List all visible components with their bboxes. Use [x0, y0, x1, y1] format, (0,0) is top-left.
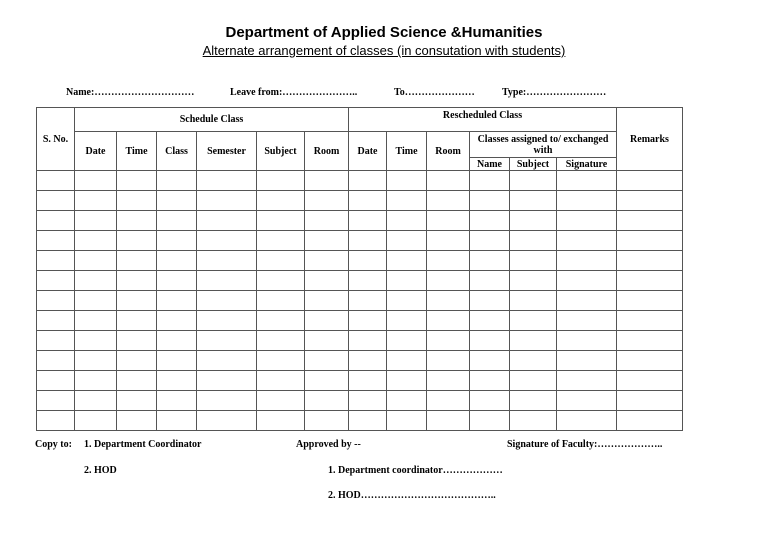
table-row — [37, 251, 683, 271]
table-row — [37, 331, 683, 351]
table-cell[interactable] — [157, 311, 197, 331]
table-cell[interactable] — [257, 191, 305, 211]
table-cell[interactable] — [349, 251, 387, 271]
schedule-subject-header: Subject — [257, 132, 305, 171]
rescheduled-date-header: Date — [349, 132, 387, 171]
table-cell[interactable] — [117, 211, 157, 231]
table-cell[interactable] — [157, 331, 197, 351]
table-cell[interactable] — [617, 191, 683, 211]
table-cell[interactable] — [557, 351, 617, 371]
table-cell[interactable] — [557, 411, 617, 431]
table-cell[interactable] — [37, 371, 75, 391]
table-cell[interactable] — [197, 371, 257, 391]
table-cell[interactable] — [305, 331, 349, 351]
table-cell[interactable] — [117, 231, 157, 251]
table-cell[interactable] — [117, 411, 157, 431]
table-cell[interactable] — [349, 371, 387, 391]
table-cell[interactable] — [305, 171, 349, 191]
table-cell[interactable] — [75, 311, 117, 331]
table-cell[interactable] — [37, 211, 75, 231]
rescheduled-class-header: Rescheduled Class — [349, 108, 617, 132]
table-cell[interactable] — [197, 351, 257, 371]
name-field[interactable]: Name:………………………… — [66, 87, 195, 98]
table-cell[interactable] — [197, 251, 257, 271]
table-cell[interactable] — [117, 391, 157, 411]
table-cell[interactable] — [617, 411, 683, 431]
approved-by-item-2[interactable]: 2. HOD………………………………….. — [328, 490, 496, 501]
table-cell[interactable] — [305, 271, 349, 291]
table-cell[interactable] — [349, 291, 387, 311]
table-cell[interactable] — [197, 331, 257, 351]
table-cell[interactable] — [387, 211, 427, 231]
rescheduled-time-header: Time — [387, 132, 427, 171]
table-cell[interactable] — [37, 351, 75, 371]
table-cell[interactable] — [305, 191, 349, 211]
table-cell[interactable] — [349, 331, 387, 351]
table-cell[interactable] — [470, 271, 510, 291]
table-cell[interactable] — [257, 231, 305, 251]
table-cell[interactable] — [157, 271, 197, 291]
table-cell[interactable] — [557, 331, 617, 351]
table-cell[interactable] — [349, 311, 387, 331]
table-cell[interactable] — [75, 211, 117, 231]
table-cell[interactable] — [197, 271, 257, 291]
table-cell[interactable] — [557, 291, 617, 311]
table-cell[interactable] — [305, 351, 349, 371]
table-cell[interactable] — [37, 291, 75, 311]
table-cell[interactable] — [157, 191, 197, 211]
table-row — [37, 351, 683, 371]
table-cell[interactable] — [349, 391, 387, 411]
table-cell[interactable] — [427, 211, 470, 231]
table-cell[interactable] — [75, 231, 117, 251]
type-field[interactable]: Type:…………………… — [502, 87, 607, 98]
table-cell[interactable] — [557, 391, 617, 411]
assigned-name-header: Name — [470, 158, 510, 171]
rescheduled-room-header: Room — [427, 132, 470, 171]
table-row — [37, 171, 683, 191]
table-cell[interactable] — [427, 331, 470, 351]
schedule-semester-header: Semester — [197, 132, 257, 171]
table-cell[interactable] — [75, 371, 117, 391]
schedule-date-header: Date — [75, 132, 117, 171]
table-row — [37, 211, 683, 231]
table-cell[interactable] — [197, 391, 257, 411]
leave-from-field[interactable]: Leave from:………………….. — [230, 87, 358, 98]
table-cell[interactable] — [510, 331, 557, 351]
table-cell[interactable] — [75, 391, 117, 411]
table-cell[interactable] — [37, 391, 75, 411]
table-cell[interactable] — [117, 171, 157, 191]
table-cell[interactable] — [387, 191, 427, 211]
table-cell[interactable] — [617, 211, 683, 231]
table-cell[interactable] — [349, 411, 387, 431]
table-cell[interactable] — [617, 251, 683, 271]
table-cell[interactable] — [37, 191, 75, 211]
table-cell[interactable] — [257, 171, 305, 191]
table-cell[interactable] — [557, 231, 617, 251]
table-cell[interactable] — [557, 371, 617, 391]
table-cell[interactable] — [427, 291, 470, 311]
assigned-signature-header: Signature — [557, 158, 617, 171]
table-cell[interactable] — [157, 211, 197, 231]
table-cell[interactable] — [349, 191, 387, 211]
table-row — [37, 391, 683, 411]
table-cell[interactable] — [305, 211, 349, 231]
table-cell[interactable] — [510, 391, 557, 411]
to-field[interactable]: To………………… — [394, 87, 475, 98]
table-cell[interactable] — [557, 171, 617, 191]
approved-by-label: Approved by -- — [296, 439, 361, 450]
table-cell[interactable] — [37, 231, 75, 251]
copy-to-label: Copy to: — [35, 439, 72, 450]
table-cell[interactable] — [257, 331, 305, 351]
schedule-class-header: Schedule Class — [75, 108, 349, 132]
page-title: Department of Applied Science &Humanities — [225, 24, 543, 41]
table-cell[interactable] — [75, 331, 117, 351]
table-cell[interactable] — [617, 351, 683, 371]
table-cell[interactable] — [510, 171, 557, 191]
schedule-time-header: Time — [117, 132, 157, 171]
table-cell[interactable] — [387, 351, 427, 371]
table-cell[interactable] — [197, 171, 257, 191]
assigned-subject-header: Subject — [510, 158, 557, 171]
table-cell[interactable] — [470, 171, 510, 191]
table-cell[interactable] — [197, 411, 257, 431]
table-cell[interactable] — [117, 291, 157, 311]
table-cell[interactable] — [197, 311, 257, 331]
approved-by-item-1[interactable]: 1. Department coordinator……………… — [328, 465, 503, 476]
table-cell[interactable] — [75, 191, 117, 211]
table-cell[interactable] — [427, 271, 470, 291]
table-cell[interactable] — [510, 291, 557, 311]
table-cell[interactable] — [257, 291, 305, 311]
table-cell[interactable] — [470, 251, 510, 271]
table-cell[interactable] — [37, 271, 75, 291]
table-cell[interactable] — [305, 251, 349, 271]
table-cell[interactable] — [349, 271, 387, 291]
table-cell[interactable] — [197, 211, 257, 231]
table-row — [37, 191, 683, 211]
table-cell[interactable] — [510, 231, 557, 251]
table-cell[interactable] — [557, 271, 617, 291]
table-cell[interactable] — [510, 311, 557, 331]
table-cell[interactable] — [427, 351, 470, 371]
copy-to-item-2: 2. HOD — [84, 465, 117, 476]
arrangement-table — [36, 107, 683, 431]
table-cell[interactable] — [117, 191, 157, 211]
table-cell[interactable] — [617, 391, 683, 411]
table-cell[interactable] — [387, 411, 427, 431]
table-cell[interactable] — [427, 411, 470, 431]
page-subtitle: Alternate arrangement of classes (in consutation with students) — [202, 43, 566, 58]
table-cell[interactable] — [305, 311, 349, 331]
table-cell[interactable] — [427, 251, 470, 271]
table-cell[interactable] — [427, 171, 470, 191]
table-cell[interactable] — [617, 231, 683, 251]
table-cell[interactable] — [117, 251, 157, 271]
table-cell[interactable] — [617, 271, 683, 291]
table-cell[interactable] — [510, 271, 557, 291]
table-cell[interactable] — [510, 351, 557, 371]
table-cell[interactable] — [197, 291, 257, 311]
table-cell[interactable] — [157, 291, 197, 311]
table-cell[interactable] — [387, 371, 427, 391]
table-cell[interactable] — [557, 251, 617, 271]
table-cell[interactable] — [117, 371, 157, 391]
table-cell[interactable] — [387, 331, 427, 351]
table-cell[interactable] — [257, 371, 305, 391]
table-cell[interactable] — [257, 311, 305, 331]
table-cell[interactable] — [470, 291, 510, 311]
sno-header: S. No. — [37, 108, 75, 171]
table-cell[interactable] — [617, 311, 683, 331]
table-cell[interactable] — [470, 211, 510, 231]
table-cell[interactable] — [75, 271, 117, 291]
schedule-room-header: Room — [305, 132, 349, 171]
table-cell[interactable] — [510, 191, 557, 211]
table-cell[interactable] — [470, 311, 510, 331]
table-cell[interactable] — [37, 331, 75, 351]
table-cell[interactable] — [117, 331, 157, 351]
table-cell[interactable] — [117, 271, 157, 291]
table-cell[interactable] — [470, 391, 510, 411]
remarks-header: Remarks — [617, 108, 683, 171]
table-body — [37, 171, 683, 431]
table-row — [37, 271, 683, 291]
table-cell[interactable] — [305, 411, 349, 431]
classes-assigned-header: Classes assigned to/ exchanged with — [470, 132, 617, 158]
table-cell[interactable] — [617, 371, 683, 391]
table-cell[interactable] — [37, 171, 75, 191]
table-cell[interactable] — [157, 411, 197, 431]
table-cell[interactable] — [75, 291, 117, 311]
table-cell[interactable] — [349, 211, 387, 231]
table-cell[interactable] — [387, 311, 427, 331]
table-cell[interactable] — [617, 291, 683, 311]
table-cell[interactable] — [470, 351, 510, 371]
table-row — [37, 291, 683, 311]
table-cell[interactable] — [157, 351, 197, 371]
table-cell[interactable] — [37, 411, 75, 431]
table-cell[interactable] — [427, 231, 470, 251]
table-cell[interactable] — [257, 251, 305, 271]
table-cell[interactable] — [75, 251, 117, 271]
table-cell[interactable] — [427, 311, 470, 331]
table-cell[interactable] — [257, 351, 305, 371]
table-cell[interactable] — [37, 251, 75, 271]
table-cell[interactable] — [557, 311, 617, 331]
table-cell[interactable] — [510, 371, 557, 391]
table-cell[interactable] — [305, 231, 349, 251]
table-cell[interactable] — [557, 211, 617, 231]
table-cell[interactable] — [75, 171, 117, 191]
table-cell[interactable] — [470, 411, 510, 431]
table-cell[interactable] — [510, 211, 557, 231]
table-cell[interactable] — [257, 271, 305, 291]
faculty-signature-field[interactable]: Signature of Faculty:……………….. — [507, 439, 663, 450]
table-cell[interactable] — [387, 291, 427, 311]
table-cell[interactable] — [510, 251, 557, 271]
table-cell[interactable] — [117, 351, 157, 371]
table-cell[interactable] — [387, 251, 427, 271]
table-cell[interactable] — [117, 311, 157, 331]
table-cell[interactable] — [349, 171, 387, 191]
table-cell[interactable] — [387, 391, 427, 411]
table-cell[interactable] — [510, 411, 557, 431]
schedule-class-col-header: Class — [157, 132, 197, 171]
table-cell[interactable] — [470, 191, 510, 211]
copy-to-item-1: 1. Department Coordinator — [84, 439, 202, 450]
table-cell[interactable] — [387, 231, 427, 251]
table-cell[interactable] — [427, 371, 470, 391]
table-cell[interactable] — [75, 411, 117, 431]
table-cell[interactable] — [470, 231, 510, 251]
table-row — [37, 411, 683, 431]
table-cell[interactable] — [470, 371, 510, 391]
table-cell[interactable] — [617, 331, 683, 351]
table-row — [37, 231, 683, 251]
table-cell[interactable] — [157, 371, 197, 391]
table-cell[interactable] — [387, 171, 427, 191]
table-cell[interactable] — [305, 391, 349, 411]
table-cell[interactable] — [557, 191, 617, 211]
table-cell[interactable] — [387, 271, 427, 291]
table-cell[interactable] — [305, 291, 349, 311]
table-cell[interactable] — [37, 311, 75, 331]
table-cell[interactable] — [157, 251, 197, 271]
table-cell[interactable] — [157, 171, 197, 191]
table-cell[interactable] — [427, 191, 470, 211]
table-cell[interactable] — [157, 391, 197, 411]
table-cell[interactable] — [257, 411, 305, 431]
table-row — [37, 311, 683, 331]
table-cell[interactable] — [349, 231, 387, 251]
table-cell[interactable] — [257, 391, 305, 411]
table-cell[interactable] — [197, 231, 257, 251]
table-cell[interactable] — [349, 351, 387, 371]
table-cell[interactable] — [427, 391, 470, 411]
table-cell[interactable] — [617, 171, 683, 191]
table-cell[interactable] — [197, 191, 257, 211]
table-cell[interactable] — [470, 331, 510, 351]
table-cell[interactable] — [257, 211, 305, 231]
table-cell[interactable] — [75, 351, 117, 371]
table-cell[interactable] — [305, 371, 349, 391]
table-row — [37, 371, 683, 391]
table-cell[interactable] — [157, 231, 197, 251]
